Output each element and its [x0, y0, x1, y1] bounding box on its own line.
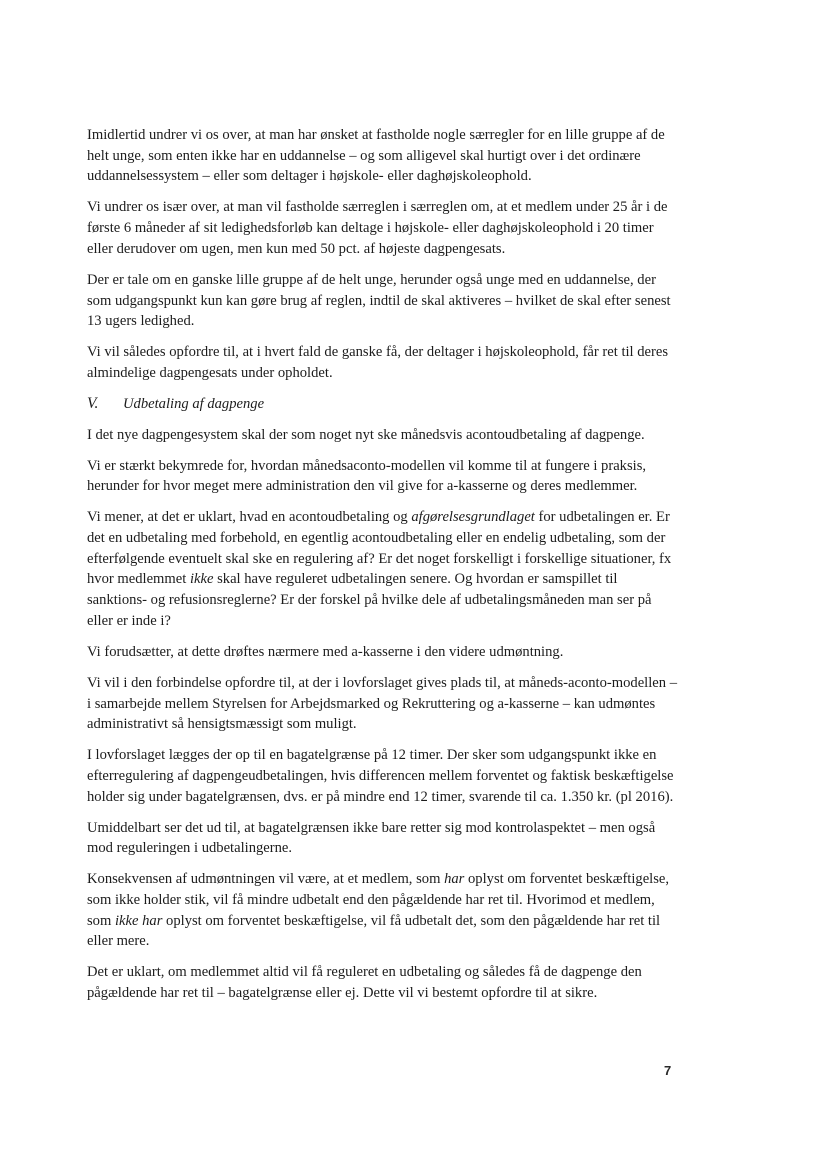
document-body	[87, 125, 679, 1014]
paragraph	[87, 507, 679, 631]
emphasis-text: ikke har	[114, 912, 163, 929]
paragraph: Vi undrer os især over, at man vil fastholde særreglen i særreglen om, at et medlem under 25 år i de første 6 måneder af sit ledighedsforløb kan deltage i højskole- eller daghøjskoleophold i 20 timer eller derudover om ugen, men kun med 50 pct. af højeste dagpengesats.	[87, 199, 668, 257]
section-number: V.	[87, 394, 99, 412]
paragraph: Det er uklart, om medlemmet altid vil få reguleret en udbetaling og således få de dagpenge den pågældende har ret til – bagatelgrænse eller ej. Dette vil vi bestemt opfordre til at sikre.	[87, 964, 642, 1002]
paragraph-text: skal have reguleret udbetalingen senere. Og hvordan er samspillet til sanktions- og refusionsreglerne? Er der forskel på hvilke dele af udbetalingsmåneden man ser på eller er inde i?	[87, 571, 652, 629]
emphasis-text: har	[444, 871, 465, 888]
emphasis-text: afgørelsesgrundlaget	[411, 509, 535, 526]
paragraph: Vi forudsætter, at dette drøftes nærmere med a-kasserne i den videre udmøntning.	[87, 643, 564, 660]
paragraph: Vi vil således opfordre til, at i hvert fald de ganske få, der deltager i højskoleophold, får ret til deres almindelige dagpengesats under opholdet.	[87, 344, 669, 381]
section-title: Udbetaling af dagpenge	[123, 395, 265, 412]
section-heading	[87, 394, 679, 415]
paragraph: Umiddelbart ser det ud til, at bagatelgrænsen ikke bare retter sig mod kontrolaspektet – men også mod reguleringen i udbetalingerne.	[87, 819, 656, 857]
paragraph: Vi er stærkt bekymrede for, hvordan månedsaconto-modellen vil komme til at fungere i praksis, herunder for hvor meget mere administration den vil give for a-kasserne og deres medlemmer.	[87, 457, 647, 495]
paragraph-text: for udbetalingen er. Er det en udbetaling med forbehold, en egentlig acontoudbetaling eller en endelig udbetaling, som der efterfølgende eventuelt skal ske en regulering af? Er det noget forskelligt i forskellige situationer, fx hvor medlemmet	[87, 509, 672, 588]
paragraph: I det nye dagpengesystem skal der som noget nyt ske månedsvis acontoudbetaling af dagpenge.	[87, 426, 645, 443]
paragraph-text: oplyst om forventet beskæftigelse, som ikke holder stik, vil få mindre udbetalt end den pågældende har ret til. Hvorimod et medlem, som	[87, 871, 670, 929]
paragraph: Vi vil i den forbindelse opfordre til, at der i lovforslaget gives plads til, at måneds-aconto-modellen – i samarbejde mellem Styrelsen for Arbejdsmarked og Rekruttering og a-kasserne – kan udmøntes administrativt så hensigtsmæssigt som muligt.	[87, 674, 678, 733]
paragraph: I lovforslaget lægges der op til en bagatelgrænse på 12 timer. Der sker som udgangspunkt ikke en efterregulering af dagpengeudbetalingen, hvis differencen mellem forventet og faktisk beskæftigelse holder sig under bagatelgrænsen, dvs. er på mindre end 12 timer, svarende til ca. 1.350 kr. (pl 2016).	[87, 747, 674, 805]
paragraph: Der er tale om en ganske lille gruppe af de helt unge, herunder også unge med en uddannelse, der som udgangspunkt kun kan gøre brug af reglen, indtil de skal aktiveres – hvilket de skal efter senest 13 ugers ledighed.	[87, 271, 671, 330]
page-number: 7	[664, 1063, 672, 1078]
paragraph-text: Konsekvensen af udmøntningen vil være, at et medlem, som	[87, 871, 445, 888]
paragraph-text: Vi mener, at det er uklart, hvad en acontoudbetaling og	[87, 509, 412, 526]
emphasis-text: ikke	[189, 571, 214, 588]
paragraph-text: oplyst om forventet beskæftigelse, vil få udbetalt det, som den pågældende har ret til eller mere.	[87, 912, 661, 950]
paragraph	[87, 869, 679, 952]
paragraph: Imidlertid undrer vi os over, at man har ønsket at fastholde nogle særregler for en lille gruppe af de helt unge, som enten ikke har en uddannelse – og som alligevel skal hurtigt over i det ordinære uddannelsessystem – eller som deltager i højskole- eller daghøjskoleophold.	[87, 127, 665, 185]
